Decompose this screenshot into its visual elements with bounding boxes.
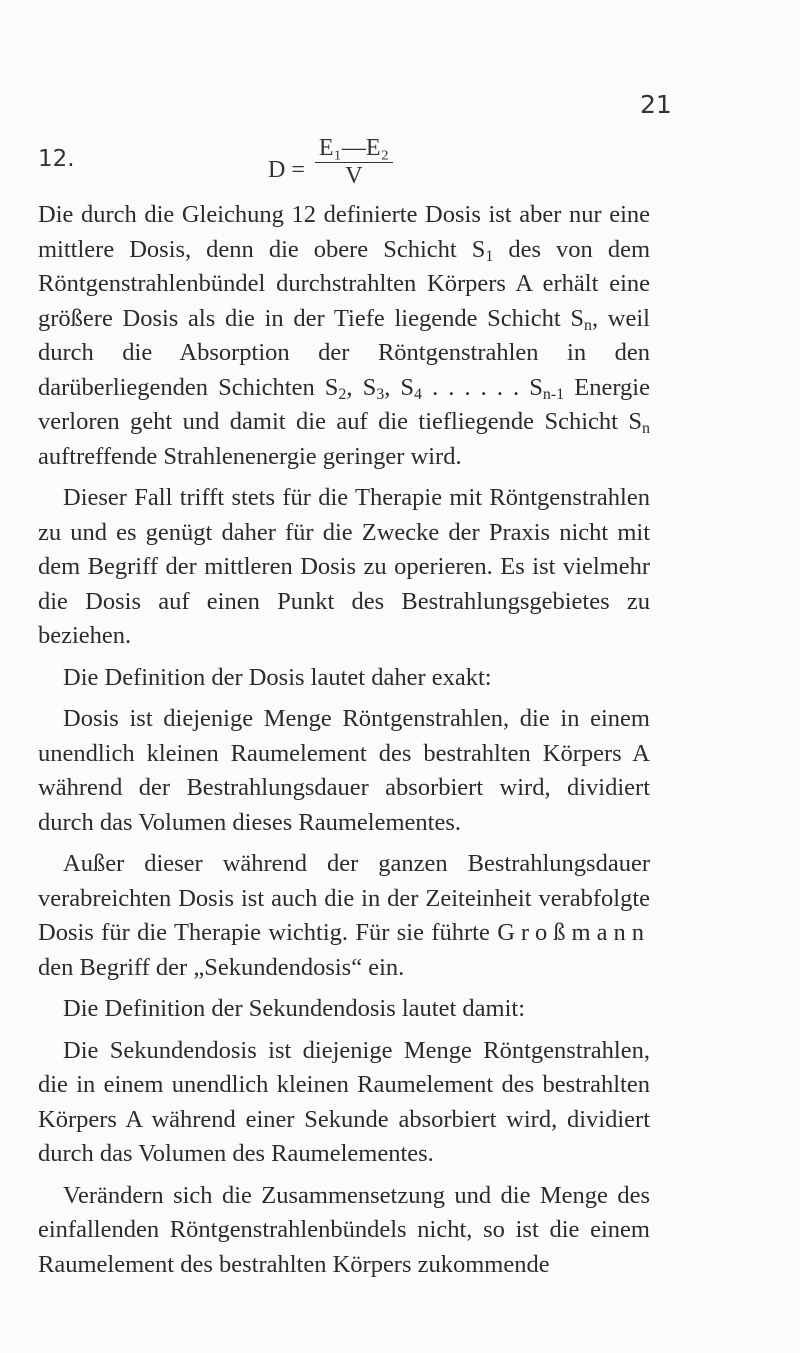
text-run: auftreffende Strahlenenergie geringer wird. (38, 442, 462, 470)
subscript: 4 (414, 385, 423, 403)
text-run: , S (346, 373, 377, 401)
equation-lhs: D = (268, 156, 305, 183)
paragraph-2: Dieser Fall trifft stets für die Therapie mit Röntgenstrahlen zu und es genügt daher für die Zwecke der Praxis nicht mit dem Begriff der mittleren Dosis zu operieren. Es ist vielmehr die Dosis auf einen Punkt des Bestrahlungsgebietes zu beziehen. (38, 484, 650, 649)
author-name-spaced: Großmann (497, 919, 650, 946)
text-run: Energie verloren geht und damit die auf die tiefliegende Schicht S (38, 373, 650, 435)
text-run: Außer dieser während der ganzen Bestrahlungsdauer verabreichten Dosis ist auch die in der Zeiteinheit verabfolgte Dosis für die Therapie wichtig. Für sie führte (38, 850, 650, 946)
text-run: , weil durch die Absorption der Röntgenstrahlen in den darüberliegenden Schichten S (38, 304, 650, 401)
equation-denominator: V (345, 163, 363, 189)
subscript: 1 (485, 247, 494, 265)
equation-fraction (315, 135, 393, 189)
paragraph-5 (38, 847, 650, 985)
subscript: 2 (338, 385, 347, 403)
body-text (38, 198, 650, 1289)
page-number: 21 (640, 90, 672, 119)
text-run: . . . . . . S (422, 373, 543, 401)
subscript: n (583, 316, 592, 334)
text-run: Die durch die Gleichung 12 definierte Dosis ist aber nur eine mittlere Dosis, denn die obere Schicht S (38, 201, 650, 263)
paragraph-4: Dosis ist diejenige Menge Röntgenstrahlen, die in einem unendlich kleinen Raumelement des bestrahlten Körpers A während der Bestrahlungsdauer absorbiert wird, dividiert durch das Volumen dieses Raumelementes. (38, 705, 650, 836)
text-run: des von dem Röntgenstrahlenbündel durchstrahlten Körpers A erhält eine größere Dosis als die in der Tiefe liegende Schicht S (38, 235, 650, 332)
text-run: , S (384, 373, 415, 401)
subscript: 3 (376, 385, 385, 403)
subscript: n (642, 420, 650, 437)
paragraph-6: Die Definition der Sekundendosis lautet damit: (63, 995, 526, 1022)
paragraph-3: Die Definition der Dosis lautet daher exakt: (63, 663, 492, 691)
equation-numerator: E₁—E₂ (315, 135, 393, 163)
paragraph-1 (38, 198, 650, 474)
paragraph-7: Die Sekundendosis ist diejenige Menge Röntgenstrahlen, die in einem unendlich kleinen Raumelement des bestrahlten Körpers A während einer Sekunde absorbiert wird, dividiert durch das Volumen des Raumelementes. (38, 1036, 650, 1167)
text-run: den Begriff der „Sekundendosis“ ein. (38, 953, 405, 981)
equation-number: 12. (38, 146, 75, 172)
subscript: n-1 (542, 385, 565, 403)
equation (268, 135, 393, 189)
paragraph-8: Verändern sich die Zusammensetzung und die Menge des einfallenden Röntgenstrahlenbündels nicht, so ist die einem Raumelement des bestrahlten Körpers zukommende (38, 1181, 650, 1278)
